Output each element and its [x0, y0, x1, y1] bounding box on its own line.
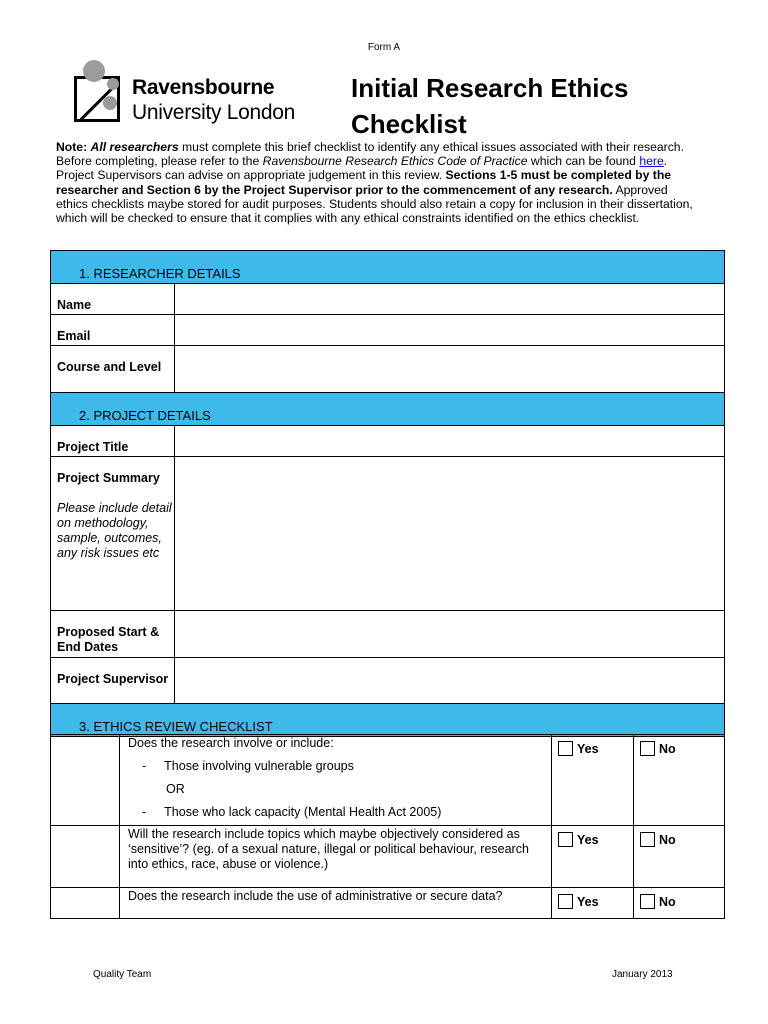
- ethics-row-number: [51, 826, 120, 888]
- logo-subname: University London: [132, 101, 295, 124]
- project-summary-field[interactable]: [175, 457, 725, 611]
- q3-yes-option[interactable]: Yes: [552, 888, 634, 919]
- project-title-field[interactable]: [175, 426, 725, 457]
- email-field[interactable]: [175, 315, 725, 346]
- field-label-supervisor: Project Supervisor: [51, 658, 175, 704]
- supervisor-field[interactable]: [175, 658, 725, 704]
- document-title: Initial Research Ethics Checklist: [351, 73, 629, 139]
- field-label-dates: Proposed Start & End Dates: [51, 611, 175, 658]
- no-checkbox[interactable]: [640, 741, 655, 756]
- ethics-question-3: Does the research include the use of administrative or secure data?: [120, 888, 552, 919]
- course-field[interactable]: [175, 346, 725, 393]
- footer-right: January 2013: [612, 969, 673, 980]
- q1-yes-option[interactable]: Yes: [552, 735, 634, 826]
- field-label-course: Course and Level: [51, 346, 175, 393]
- dates-field[interactable]: [175, 611, 725, 658]
- ethics-question-2: Will the research include topics which maybe objectively considered as ‘sensitive’? (eg. of a sexual nature, illegal or political behaviour, research into ethics, race, abuse or violence.): [120, 826, 552, 888]
- q2-no-option[interactable]: No: [634, 826, 725, 888]
- yes-checkbox[interactable]: [558, 832, 573, 847]
- name-field[interactable]: [175, 284, 725, 315]
- logo-name: Ravensbourne: [132, 76, 275, 99]
- section-heading-project: 2. PROJECT DETAILS: [51, 393, 725, 426]
- yes-checkbox[interactable]: [558, 741, 573, 756]
- ethics-row-number: [51, 735, 120, 826]
- code-of-practice-link[interactable]: here: [639, 154, 664, 169]
- section-heading-researcher: 1. RESEARCHER DETAILS: [51, 251, 725, 284]
- q2-yes-option[interactable]: Yes: [552, 826, 634, 888]
- q3-no-option[interactable]: No: [634, 888, 725, 919]
- ethics-question-1: Does the research involve or include: - Those involving vulnerable groups OR - Those who lack capacity (Mental Health Act 2005): [120, 735, 552, 826]
- details-table: [50, 250, 725, 737]
- university-logo: [74, 66, 334, 128]
- summary-hint: Please include detail on methodology, sample, outcomes, any risk issues etc: [57, 501, 172, 560]
- q1-no-option[interactable]: No: [634, 735, 725, 826]
- field-label-email: Email: [51, 315, 175, 346]
- no-checkbox[interactable]: [640, 894, 655, 909]
- yes-checkbox[interactable]: [558, 894, 573, 909]
- ethics-checklist-table: [50, 734, 725, 919]
- field-label-project-summary: Project Summary Please include detail on methodology, sample, outcomes, any risk issues etc: [51, 457, 175, 611]
- field-label-name: Name: [51, 284, 175, 315]
- intro-note: Note: All researchers must complete this brief checklist to identify any ethical issues associated with their research. Before completing, please refer to the Ravensbourne Research Ethics Code of Practice which can be found here. Project Supervisors can advise on appropriate judgement in this review. Sections 1-5 must be completed by the researcher and Section 6 by the Project Supervisor prior to the commencement of any research. Approved ethics checklists maybe stored for audit purposes. Students should also retain a copy for inclusion in their dissertation, which will be checked to ensure that it complies with any ethical constraints identified on the ethics checklist.: [56, 140, 693, 226]
- form-label: Form A: [367, 42, 401, 53]
- field-label-project-title: Project Title: [51, 426, 175, 457]
- no-checkbox[interactable]: [640, 832, 655, 847]
- ethics-row-number: [51, 888, 120, 919]
- section-heading-ethics: 3. ETHICS REVIEW CHECKLIST: [51, 704, 725, 737]
- footer-left: Quality Team: [93, 969, 152, 980]
